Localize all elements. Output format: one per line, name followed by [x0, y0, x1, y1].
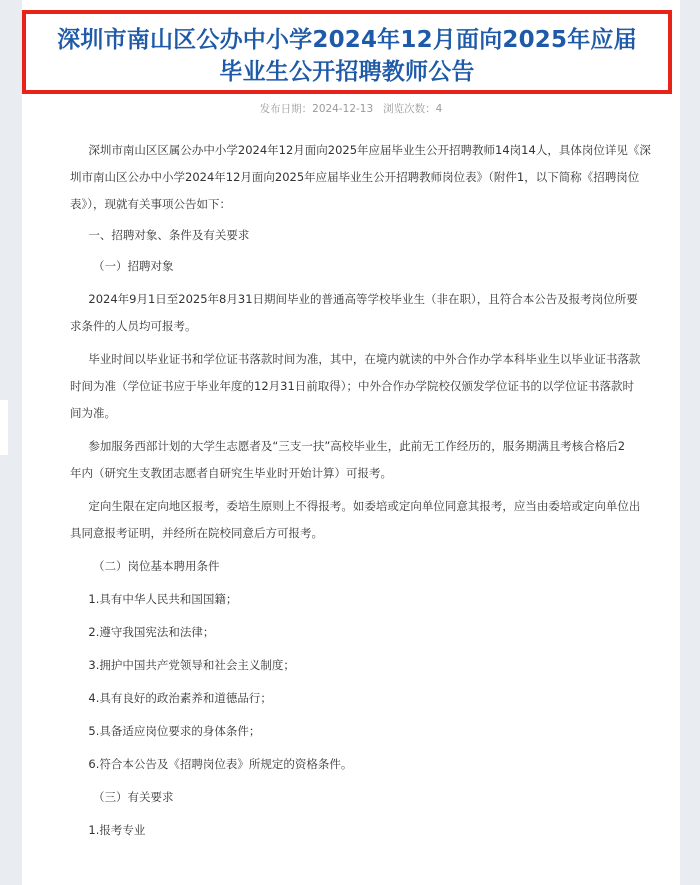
title-highlight-box — [22, 10, 672, 94]
subsection-heading: （一）招聘对象 — [93, 259, 174, 273]
paragraph-line: 毕业时间以毕业证书和学位证书落款时间为准，其中，在境内就读的中外合作办学本科毕业生以毕业证书落款 — [88, 352, 641, 366]
list-item: 6.符合本公告及《招聘岗位表》所规定的资格条件。 — [88, 757, 353, 771]
left-side-tab — [0, 400, 8, 455]
title-line-1: 深圳市南山区公办中小学2024年12月面向2025年应届 — [57, 27, 637, 53]
paragraph-line: 时间为准（学位证书应于毕业年度的12月31日前取得）；中外合作办学院校仅颁发学位证书的以学位证书落款时 — [70, 379, 635, 393]
paragraph-line: 2024年9月1日至2025年8月31日期间毕业的普通高等学校毕业生（非在职），且符合本公告及报考岗位所要 — [88, 292, 638, 306]
list-item: 1.报考专业 — [88, 823, 146, 837]
article-meta — [22, 101, 680, 117]
article-page — [22, 0, 680, 885]
list-item: 5.具备适应岗位要求的身体条件； — [88, 724, 261, 738]
section-heading: 一、招聘对象、条件及有关要求 — [88, 228, 250, 242]
right-background-strip — [680, 0, 700, 885]
subsection-heading: （二）岗位基本聘用条件 — [93, 559, 220, 573]
paragraph-line: 间为准。 — [70, 406, 116, 420]
view-count-label: 浏览次数： — [383, 103, 436, 115]
paragraph-line: 具同意报考证明，并经所在院校同意后方可报考。 — [70, 526, 323, 540]
view-count: 4 — [435, 103, 443, 115]
subsection-heading: （三）有关要求 — [93, 790, 174, 804]
list-item: 3.拥护中国共产党领导和社会主义制度； — [88, 658, 295, 672]
publish-date-label: 发布日期： — [259, 103, 313, 115]
intro-line-1: 深圳市南山区区属公办中小学2024年12月面向2025年应届毕业生公开招聘教师14岗14人，具体岗位详见《深 — [88, 143, 651, 157]
paragraph-line: 年内（研究生支教团志愿者自研究生毕业时开始计算）可报考。 — [70, 466, 392, 480]
intro-line-3: 表》），现就有关事项公告如下： — [70, 197, 231, 211]
paragraph-line: 定向生限在定向地区报考，委培生原则上不得报考。如委培或定向单位同意其报考，应当由委培或定向单位出 — [88, 499, 641, 513]
article-body — [70, 137, 656, 844]
list-item: 1.具有中华人民共和国国籍； — [88, 592, 238, 606]
list-item: 2.遵守我国宪法和法律； — [88, 625, 215, 639]
page-title — [32, 24, 662, 88]
paragraph-line: 参加服务西部计划的大学生志愿者及“三支一扶”高校毕业生，此前无工作经历的，服务期满且考核合格后2 — [88, 439, 626, 453]
paragraph-line: 求条件的人员均可报考。 — [70, 319, 197, 333]
title-line-2: 毕业生公开招聘教师公告 — [219, 59, 475, 85]
publish-date: 2024-12-13 — [312, 103, 374, 115]
intro-line-2: 圳市南山区公办中小学2024年12月面向2025年应届毕业生公开招聘教师岗位表》（附件1，以下简称《招聘岗位 — [70, 170, 640, 184]
list-item: 4.具有良好的政治素养和道德品行； — [88, 691, 272, 705]
